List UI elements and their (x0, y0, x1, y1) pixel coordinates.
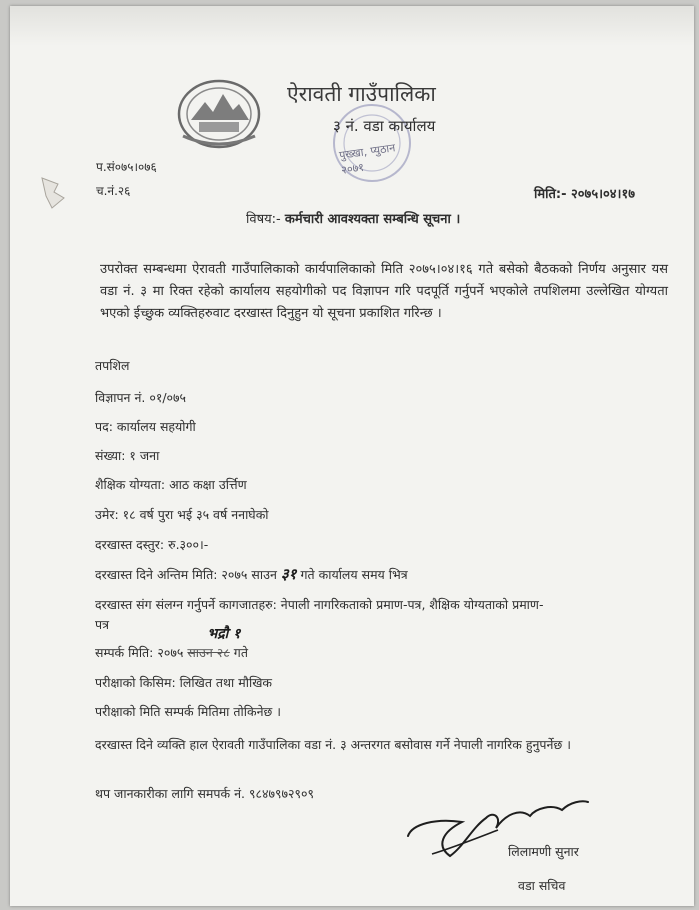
deadline-suffix: गते कार्यालय समय भित्र (300, 567, 408, 582)
deadline-prefix: दरखास्त दिने अन्तिम मिति: २०७५ साउन (95, 567, 277, 582)
required-documents: दरखास्त संग संलग्न गर्नुपर्ने कागजातहरु: नेपाली नागरिकताको प्रमाण-पत्र, शैक्षिक योग्यताको प्रमाण- (95, 597, 544, 612)
contact-date-prefix: सम्पर्क मिति: २०७५ (95, 645, 184, 660)
contact-date-struck-out: साउन २८ (187, 645, 230, 660)
educational-qualification: शैक्षिक योग्यता: आठ कक्षा उर्त्तिण (95, 477, 247, 492)
contact-date-suffix: गते (233, 645, 248, 660)
torn-corner-mark (38, 174, 70, 212)
deadline-handwritten-day: ३१ (280, 565, 297, 583)
signatory-name: लिलामणी सुनार (508, 844, 579, 859)
ward-office-heading: ३ नं. वडा कार्यालय (333, 117, 436, 135)
subject-text: कर्मचारी आवश्यक्ता सम्बन्धि सूचना । (284, 212, 461, 227)
stamp-place: पुख्खा, प्युठान (338, 141, 397, 162)
stamp-year: २०७१ (340, 160, 365, 177)
exam-type: परीक्षाको किसिम: लिखित तथा मौखिक (95, 675, 273, 690)
required-documents-continued: पत्र (95, 617, 110, 632)
contact-date-handwritten: भद्रौ १ (207, 626, 241, 642)
post-name: पद: कार्यालय सहयोगी (95, 419, 196, 434)
vacancy-count: संख्या: १ जना (95, 448, 160, 463)
body-paragraph: उपरोक्त सम्बन्धमा ऐरावती गाउँपालिकाको कार्यपालिकाको मिति २०७५।०४।१६ गते बसेको बैठकको निर्णय अनुसार यस वडा नं. ३ मा रिक्त रहेको कार्यालय सहयोगीको पद विज्ञापन गरि पदपूर्ति गर्नुपर्ने भएकोले तपशिलमा उल्लेखित योग्यता भएको ईच्छुक व्यक्तिहरुवाट दरखास्त दिनुहुन यो सूचना प्रकाशित गरिन्छ । (100, 262, 668, 321)
advertisement-number: विज्ञापन नं. ०१/०७५ (95, 390, 187, 405)
office-name-heading: ऐरावती गाउँपालिका (287, 82, 436, 106)
exam-date: परीक्षाको मिति सम्पर्क मितिमा तोकिनेछ । (95, 704, 281, 719)
reference-number: प.सं०७५।०७६ (96, 160, 157, 174)
subject-label: विषय:- (246, 212, 281, 227)
signatory-designation: वडा सचिव (518, 878, 566, 893)
contact-date (95, 626, 248, 661)
application-fee: दरखास्त दस्तुर: रु.३००।- (95, 537, 209, 552)
details-heading: तपशिल (95, 358, 130, 373)
age-requirement: उमेर: १८ वर्ष पुरा भई ३५ वर्ष ननाघेको (95, 507, 269, 522)
eligibility-note: दरखास्त दिने व्यक्ति हाल ऐरावती गाउँपालिका वडा नं. ३ अन्तरगत बसोवास गर्ने नेपाली नागरिक हुनुपर्नेछ । (95, 737, 571, 752)
notice-paper (10, 6, 694, 906)
nepal-emblem-logo (175, 76, 263, 150)
subject-line (246, 209, 460, 227)
notice-date: मिति:- २०७५।०४।१७ (534, 187, 635, 202)
dispatch-number: च.नं.२६ (96, 184, 131, 198)
more-info-contact: थप जानकारीका लागि समपर्क नं. ९८४७९७२९०९ (95, 786, 314, 801)
application-deadline (95, 564, 408, 584)
